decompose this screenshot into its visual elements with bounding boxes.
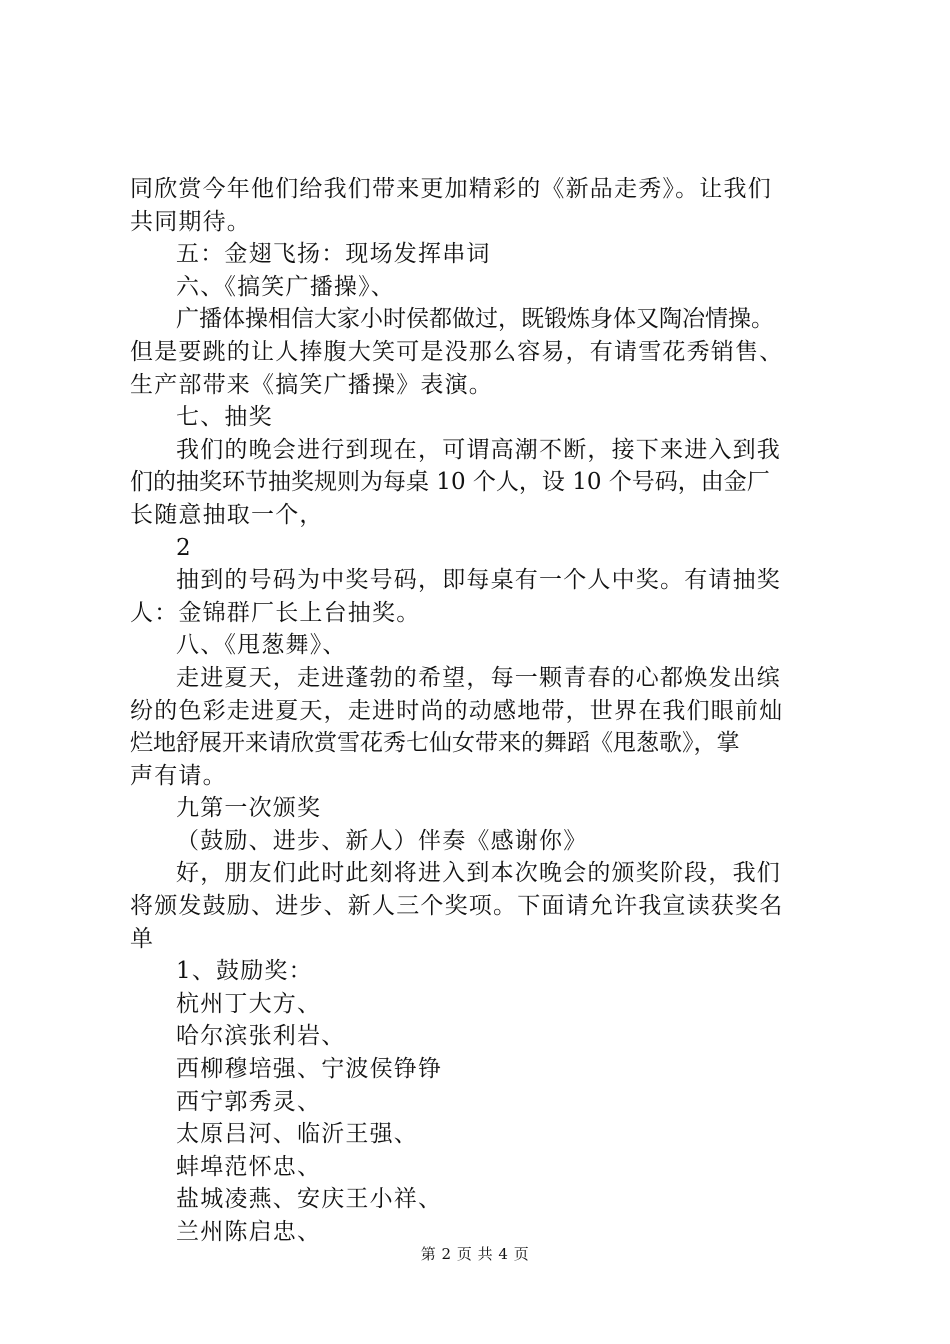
paragraph-line: （鼓励、进步、新人）伴奏《感谢你》 [176,827,588,854]
section-heading: 五：金翅飞扬：现场发挥串词 [176,241,491,268]
section-heading: 六、《搞笑广播操》、 [176,273,395,300]
section-heading: 七、抽奖 [176,404,273,431]
paragraph-line: 长随意抽取一个， [130,501,324,528]
paragraph-line: 将颁发鼓励、进步、新人三个奖项。下面请允许我宣读获奖名 [130,893,784,920]
paragraph-line: 声有请。 [130,762,227,789]
paragraph-line: 走进夏天，走进蓬勃的希望，每一颗青春的心都焕发出缤 [176,664,781,691]
paragraph-line: 我们的晚会进行到现在，可谓高潮不断，接下来进入到我 [176,436,781,463]
paragraph-line: 纷的色彩走进夏天，走进时尚的动感地带，世界在我们眼前灿 [130,697,784,724]
paragraph-line: 生产部带来《搞笑广播操》表演。 [130,371,493,398]
paragraph-line: 共同期待。 [130,208,251,235]
section-heading: 九第一次颁奖 [176,795,322,822]
stray-page-number: 2 [176,534,192,561]
award-name-line: 兰州陈启忠、 [176,1219,322,1245]
award-name-line: 蚌埠范怀忠、 [176,1153,322,1180]
paragraph-line: 们的抽奖环节抽奖规则为每桌 10 个人，设 10 个号码，由金厂 [130,469,770,496]
paragraph-line: 同欣赏今年他们给我们带来更加精彩的《新品走秀》。让我们 [130,176,772,202]
paragraph-line: 广播体操相信大家小时侯都做过，既锻炼身体又陶冶情操。 [176,306,774,333]
award-name-line: 盐城凌燕、安庆王小祥、 [176,1186,443,1213]
award-name-line: 哈尔滨张利岩、 [176,1023,346,1050]
paragraph-line: 但是要跳的让人捧腹大笑可是没那么容易，有请雪花秀销售、 [130,338,784,365]
award-name-line: 杭州丁大方、 [176,990,322,1017]
paragraph-line: 抽到的号码为中奖号码，即每桌有一个人中奖。有请抽奖 [176,567,781,594]
award-category: 1、鼓励奖： [176,958,313,985]
section-heading: 八、《甩葱舞》、 [176,632,347,659]
award-name-line: 西柳穆培强、宁波侯铮铮 [176,1056,443,1083]
paragraph-line: 好，朋友们此时此刻将进入到本次晚会的颁奖阶段，我们 [176,860,781,887]
paragraph-line: 单 [130,925,155,952]
paragraph-line: 人：金锦群厂长上台抽奖。 [130,599,421,626]
award-name-line: 西宁郭秀灵、 [176,1088,322,1115]
document-body [130,173,835,1249]
page-footer: 第 2 页 共 4 页 [420,1245,530,1263]
paragraph-line: 烂地舒展开来请欣赏雪花秀七仙女带来的舞蹈《甩葱歌》，掌 [130,730,740,757]
award-name-line: 太原吕河、临沂王强、 [176,1121,418,1148]
